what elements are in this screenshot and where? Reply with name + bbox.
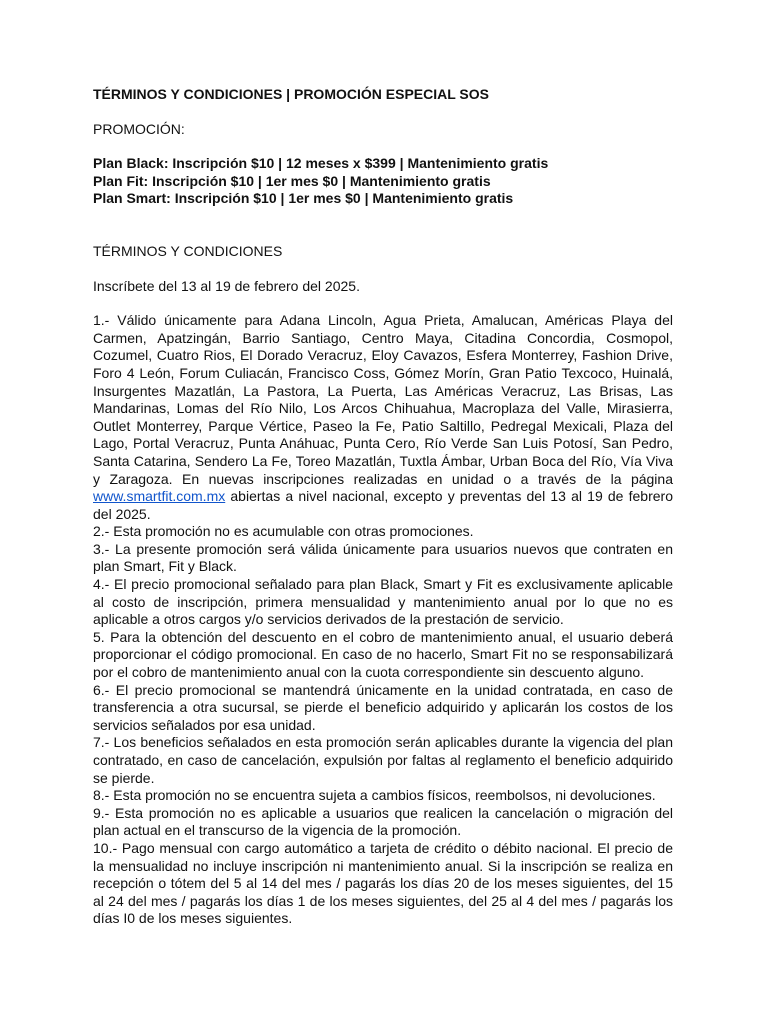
term-2: 2.- Esta promoción no es acumulable con otras promociones. xyxy=(93,523,474,540)
term-5: 5. Para la obtención del descuento en el cobro de mantenimiento anual, el usuario deberá proporcionar el código promocional. En caso de no hacerlo, Smart Fit no se responsabilizará por el cobro de mantenimiento anual con la cuota correspondiente sin descuento alguno. xyxy=(93,628,673,681)
term-7: 7.- Los beneficios señalados en esta promoción serán aplicables durante la vigencia del plan contratado, en caso de cancelación, expulsión por faltas al reglamento el beneficio adquirido se pierde. xyxy=(93,734,673,786)
term-9: 9.- Esta promoción no es aplicable a usuarios que realicen la cancelación o migración del plan actual en el transcurso de la vigencia de la promoción. xyxy=(93,804,673,839)
document-page xyxy=(93,86,673,928)
plan-smart: Plan Smart: Inscripción $10 | 1er mes $0 | Mantenimiento gratis xyxy=(93,190,514,207)
document-title: TÉRMINOS Y CONDICIONES | PROMOCIÓN ESPECIAL SOS xyxy=(93,86,489,102)
plans-list xyxy=(93,155,673,208)
plan-black: Plan Black: Inscripción $10 | 12 meses x $399 | Mantenimiento gratis xyxy=(93,155,549,172)
term-10: 10.- Pago mensual con cargo automático a tarjeta de crédito o débito nacional. El precio de la mensualidad no incluye inscripción ni mantenimiento anual. Si la inscripción se realiza en recepción o tótem del 5 al 14 del mes / pagarás los días 20 de los meses siguientes, del 15 al 24 del mes / pagarás los días 1 de los meses siguientes, del 25 al 4 del mes / pagarás los días I0 de los meses siguientes. xyxy=(93,839,673,927)
term-1 xyxy=(93,312,673,523)
term-3: 3.- La presente promoción será válida únicamente para usuarios nuevos que contraten en plan Smart, Fit y Black. xyxy=(93,540,673,575)
term-1-text-end: abiertas a nivel nacional, excepto y preventas del 13 al 19 de febrero del 2025. xyxy=(93,488,673,522)
promo-label: PROMOCIÓN: xyxy=(93,120,185,137)
smartfit-link[interactable]: www.smartfit.com.mx xyxy=(93,488,226,505)
term-1-text: 1.- Válido únicamente para Adana Lincoln, Agua Prieta, Amalucan, Américas Playa del Carmen, Apatzingán, Barrio Santiago, Centro Maya, Citadina Concordia, Cosmopol, Cozumel, Cuatro Rios, El Dorado Veracruz, Eloy Cavazos, Esfera Monterrey, Fashion Drive, Foro 4 León, Forum Culiacán, Francisco Coss, Gómez Morín, Gran Patio Texcoco, Huinalá, Insurgentes Mazatlán, La Pastora, La Puerta, Las Américas Veracruz, Las Brisas, Las Mandarinas, Lomas del Río Nilo, Los Arcos Chihuahua, Macroplaza del Valle, Mirasierra, Outlet Monterrey, Parque Vértice, Paseo la Fe, Patio Saltillo, Pedregal Mexicali, Plaza del Lago, Portal Veracruz, Punta Anáhuac, Punta Cero, Río Verde San Luis Potosí, San Pedro, Santa Catarina, Sendero La Fe, Toreo Mazatlán, Tuxtla Ámbar, Urban Boca del Río, Vía Viva y Zaragoza. En nuevas inscripciones realizadas en unidad o a través de la página xyxy=(93,312,673,487)
plan-fit: Plan Fit: Inscripción $10 | 1er mes $0 | Mantenimiento gratis xyxy=(93,172,491,189)
term-4: 4.- El precio promocional señalado para plan Black, Smart y Fit es exclusivamente aplicable al costo de inscripción, primera mensualidad y mantenimiento anual por lo que no es aplicable a otros cargos y/o servicios derivados de la prestación de servicio. xyxy=(93,576,673,628)
term-8: 8.- Esta promoción no se encuentra sujeta a cambios físicos, reembolsos, ni devoluciones. xyxy=(93,787,656,804)
terms-heading: TÉRMINOS Y CONDICIONES xyxy=(93,242,283,259)
terms-list xyxy=(93,312,673,928)
enroll-dates: Inscríbete del 13 al 19 de febrero del 2025. xyxy=(93,277,360,294)
term-6: 6.- El precio promocional se mantendrá únicamente en la unidad contratada, en caso de transferencia a otra sucursal, se pierde el beneficio adquirido y aplicarán los costos de los servicios señalados por esa unidad. xyxy=(93,681,673,733)
